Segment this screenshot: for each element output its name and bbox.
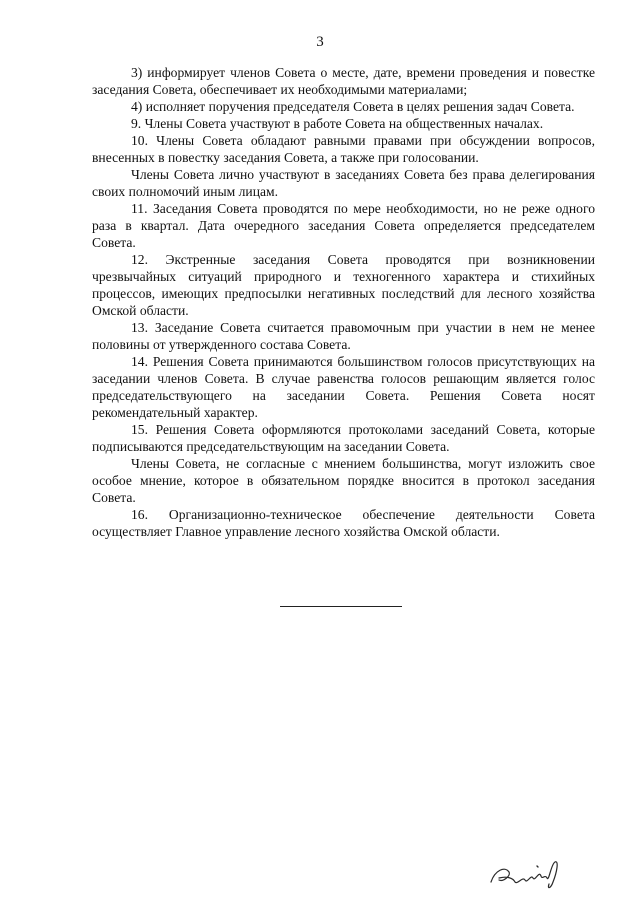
document-body bbox=[92, 64, 595, 540]
end-separator-line bbox=[280, 606, 402, 607]
paragraph-item-9: 9. Члены Совета участвуют в работе Совета на общественных началах. bbox=[131, 116, 544, 131]
page-number: 3 bbox=[316, 34, 324, 50]
paragraph-item-14: 14. Решения Совета принимаются большинством голосов присутствующих на заседании членов Совета. В случае равенства голосов решающим является голос председательствующего на заседании Совета. Решения Совета носят рекомендательный характер. bbox=[92, 354, 595, 420]
paragraph-clause-3: 3) информирует членов Совета о месте, дате, времени проведения и повестке заседания Совета, обеспечивает их необходимыми материалами; bbox=[92, 65, 595, 97]
paragraph-item-10: 10. Члены Совета обладают равными правами при обсуждении вопросов, внесенных в повестку заседания Совета, а также при голосовании. bbox=[92, 133, 595, 165]
paragraph-item-13: 13. Заседание Совета считается правомочным при участии в нем не менее половины от утвержденного состава Совета. bbox=[92, 320, 595, 352]
paragraph-item-10-cont: Члены Совета лично участвуют в заседаниях Совета без права делегирования своих полномочий иным лицам. bbox=[92, 167, 595, 199]
paragraph-item-15-cont: Члены Совета, не согласные с мнением большинства, могут изложить свое особое мнение, которое в обязательном порядке вносится в протокол заседания Совета. bbox=[92, 456, 595, 505]
paragraph-item-16: 16. Организационно-техническое обеспечение деятельности Совета осуществляет Главное управление лесного хозяйства Омской области. bbox=[92, 507, 595, 539]
paragraph-item-12: 12. Экстренные заседания Совета проводятся при возникновении чрезвычайных ситуаций природного и техногенного характера и стихийных процессов, имеющих предпосылки негативных последствий для лесного хозяйства Омской области. bbox=[92, 252, 595, 318]
paragraph-clause-4: 4) исполняет поручения председателя Совета в целях решения задач Совета. bbox=[131, 99, 575, 114]
paragraph-item-15: 15. Решения Совета оформляются протоколами заседаний Совета, которые подписываются председательствующим на заседании Совета. bbox=[92, 422, 595, 454]
handwritten-signature-icon bbox=[485, 852, 575, 892]
paragraph-item-11: 11. Заседания Совета проводятся по мере необходимости, но не реже одного раза в квартал. Дата очередного заседания Совета определяется председателем Совета. bbox=[92, 201, 595, 250]
